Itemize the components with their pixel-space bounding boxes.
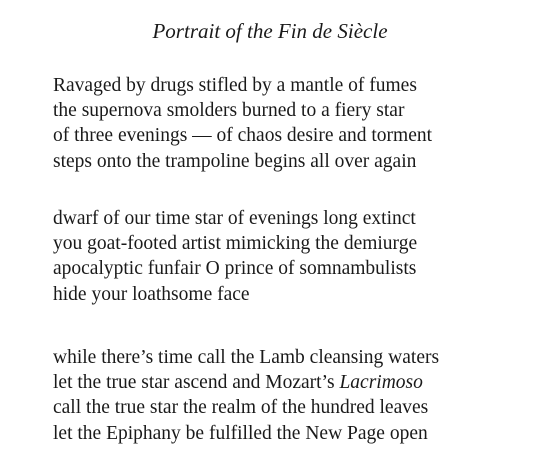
- poem-line: of three evenings — of chaos desire and torment: [53, 125, 433, 147]
- italic-word: Lacrimoso: [339, 372, 423, 394]
- poem-line: call the true star the realm of the hundred leaves: [53, 397, 429, 419]
- poem-line: let the Epiphany be fulfilled the New Page open: [53, 422, 428, 444]
- poem-title: Portrait of the Fin de Siècle: [152, 19, 388, 43]
- stanza-2: [53, 206, 417, 307]
- poem-line: hide your loathsome face: [53, 283, 250, 305]
- poem-line-text: let the true star ascend and Mozart’s: [53, 372, 340, 394]
- stanza-3: [53, 345, 439, 446]
- poem-line: Ravaged by drugs stifled by a mantle of fumes: [53, 75, 417, 96]
- poem-line: the supernova smolders burned to a fiery star: [53, 100, 405, 122]
- poem-line: apocalyptic funfair O prince of somnambulists: [53, 258, 417, 280]
- poem-line: you goat-footed artist mimicking the demiurge: [53, 233, 418, 255]
- poem-line-with-italic: [53, 370, 439, 395]
- poem-line: steps onto the trampoline begins all over again: [53, 150, 417, 172]
- poem-line: dwarf of our time star of evenings long extinct: [53, 208, 416, 229]
- poem-line: while there’s time call the Lamb cleansing waters: [53, 347, 440, 368]
- stanza-1: [53, 73, 432, 174]
